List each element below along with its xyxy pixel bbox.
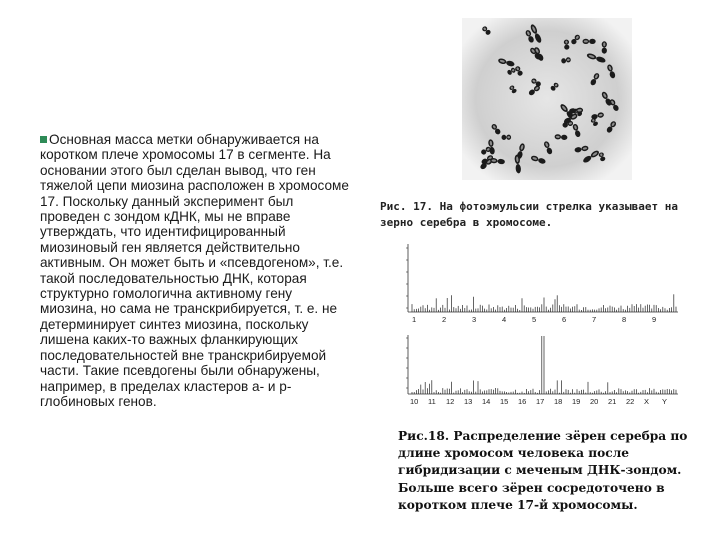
- chromosome-number-label: 21: [608, 397, 617, 406]
- chromosome-number-label: 2: [442, 315, 447, 324]
- chromosome-number-label: 6: [562, 315, 567, 324]
- chromosome-number-label: 22: [626, 397, 635, 406]
- chromosome-number-label: 13: [464, 397, 473, 406]
- chromosome-number-label: 15: [500, 397, 509, 406]
- figure17-caption: Рис. 17. На фотоэмульсии стрелка указывает на зерно серебра в хромосоме.: [380, 200, 679, 229]
- chromosome-number-label: 1: [412, 315, 417, 324]
- chromosome-spread-image: [462, 18, 632, 180]
- chromosome-number-label: 20: [590, 397, 599, 406]
- chromosome-number-label: 12: [446, 397, 455, 406]
- chromosome-number-label: 4: [502, 315, 507, 324]
- chromosome-number-label: 16: [518, 397, 527, 406]
- chromosome-number-label: 14: [482, 397, 491, 406]
- bullet-icon: [40, 136, 47, 143]
- chromosome-number-label: 3: [472, 315, 477, 324]
- figure18-chart: [398, 240, 684, 410]
- main-text: [40, 132, 352, 409]
- chromosome-number-label: Y: [662, 397, 668, 406]
- chromosome-photo: [462, 18, 632, 180]
- chromosome-number-label: 10: [410, 397, 419, 406]
- chromosome-number-label: 17: [536, 397, 545, 406]
- chromosome-number-label: 5: [532, 315, 537, 324]
- grain-distribution-chart: [398, 240, 684, 410]
- chromosome-number-label: 11: [428, 397, 436, 406]
- chromosome-number-label: 19: [572, 397, 581, 406]
- chromosome-number-label: 18: [554, 397, 563, 406]
- chromosome-number-label: 9: [652, 315, 657, 324]
- chromosome-number-label: 7: [592, 315, 597, 324]
- main-paragraph: Основная масса метки обнаруживается на коротком плече хромосомы 17 в сегменте. На основании этого был сделан вывод, что ген тяжелой цепи миозина расположен в хромосоме 17. Поскольку данный эксперимент был проведен с зондом кДНК, мы не вправе утверждать, что идентифицированный миозиновый ген является действительно активным. Он может быть и «псевдогеном», т.е. такой последовательностью ДНК, которая структурно гомологична активному гену миозина, но сама не транскрибируется, т. е. не детерминирует синтез миозина, поскольку лишена каких-то важных фланкирующих последовательностей вне транскрибируемой части. Такие псевдогены были обнаружены, например, в пределах кластеров a- и p-глобиновых генов.: [40, 132, 349, 409]
- figure18-caption: Рис.18. Распределение зёрен серебра по длине хромосом человека после гибридизации с меченым ДНК-зондом. Больше всего зёрен сосредоточено в коротком плече 17-й хромосомы.: [398, 429, 688, 512]
- chromosome-number-label: 8: [622, 315, 627, 324]
- chromosome-number-label: X: [644, 397, 650, 406]
